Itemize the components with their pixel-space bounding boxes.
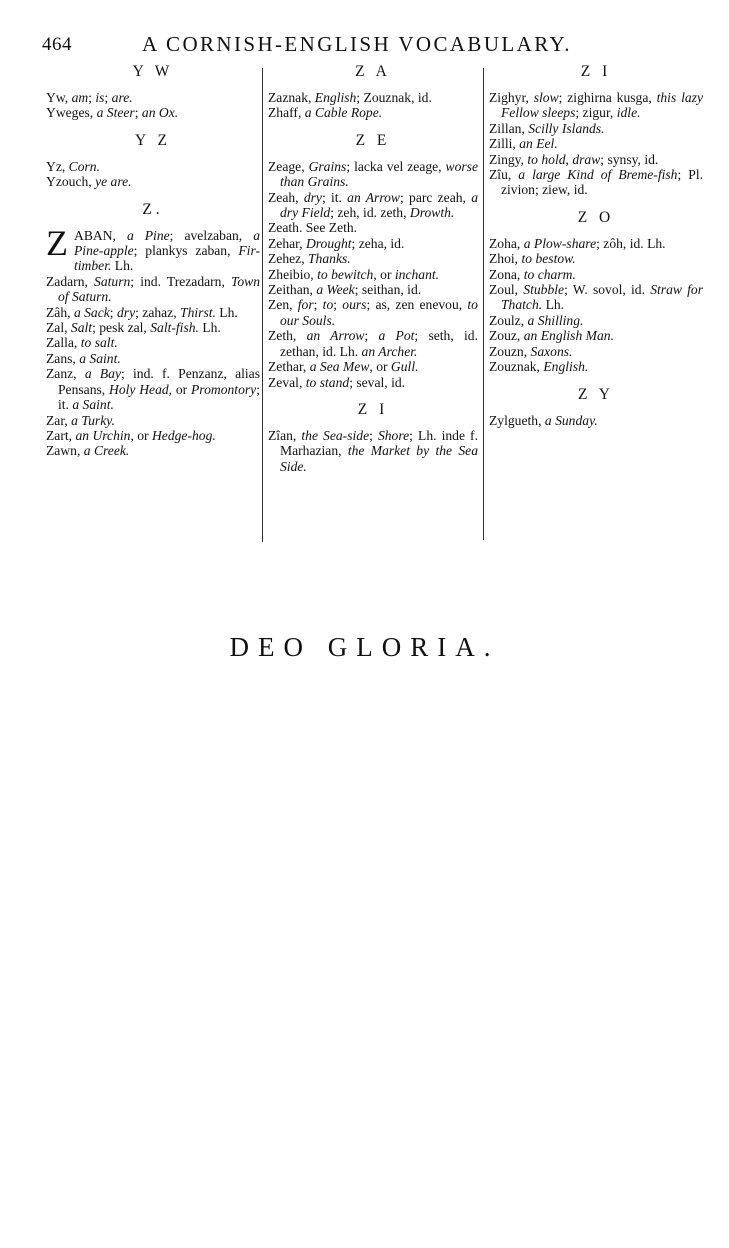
page-header <box>42 28 710 58</box>
page-number: 464 <box>42 34 72 55</box>
column-rule <box>483 68 484 540</box>
dictionary-entry: Zouznak, English. <box>489 359 589 375</box>
dictionary-entry: Zal, Salt; pesk zal, Salt-fish. Lh. <box>46 320 221 336</box>
dictionary-entry: Zilli, an Eel. <box>489 136 558 152</box>
dictionary-entry: Zheibio, to bewitch, or inchant. <box>268 266 440 282</box>
section-heading: Z O <box>577 208 615 226</box>
section-heading: Z. <box>142 200 164 218</box>
column-left <box>46 62 260 459</box>
drop-cap-letter: Z <box>46 222 68 263</box>
dictionary-entry: Yz, Corn. <box>46 158 101 174</box>
dictionary-entry: Zans, a Saint. <box>46 350 121 366</box>
dictionary-entry: Zhaff, a Cable Rope. <box>268 105 383 121</box>
section-gap <box>46 121 260 131</box>
dictionary-entry: Zîu, a large Kind of Breme-fish; Pl. zivion; ziew, id. <box>489 167 703 198</box>
column-right <box>489 62 703 428</box>
dictionary-entry: Zeth, an Arrow; a Pot; seth, id. zethan, id. Lh. an Archer. <box>268 328 478 359</box>
section-heading: Y Z <box>135 131 171 149</box>
dictionary-entry: Zen, for; to; ours; as, zen enevou, to our Souls. <box>268 297 478 328</box>
dictionary-entry: Zehez, Thanks. <box>268 251 351 267</box>
dictionary-entry: Zeage, Grains; lacka vel zeage, worse than Grains. <box>268 158 479 190</box>
dictionary-entry: Zeah, dry; it. an Arrow; parc zeah, a dry Field; zeh, id. zeth, Drowth. <box>268 189 478 221</box>
dictionary-entry: Zoha, a Plow-share; zôh, id. Lh. <box>489 235 666 251</box>
dictionary-entry: Zylgueth, a Sunday. <box>489 412 598 428</box>
section-heading: Z E <box>355 131 391 149</box>
dictionary-entry: Zanz, a Bay; ind. f. Penzanz, alias Pensans, Holy Head, or Promontory; it. a Saint. <box>46 366 260 413</box>
section-gap <box>46 190 260 200</box>
dictionary-entry: Zâh, a Sack; dry; zahaz, Thirst. Lh. <box>46 304 238 320</box>
dictionary-entry: Zona, to charm. <box>489 266 576 282</box>
dictionary-entry: Zeithan, a Week; seithan, id. <box>268 282 422 298</box>
dictionary-entry: Zehar, Drought; zeha, id. <box>268 235 405 251</box>
section-gap <box>268 121 478 131</box>
dictionary-entry: Zingy, to hold, draw; synsy, id. <box>489 151 659 167</box>
dictionary-entry: Zalla, to salt. <box>46 335 118 351</box>
dictionary-entry: Zart, an Urchin, or Hedge-hog. <box>46 427 216 443</box>
dictionary-entry: Zethar, a Sea Mew, or Gull. <box>268 359 419 375</box>
dictionary-entry: Zouz, an English Man. <box>489 328 614 344</box>
section-heading: Z I <box>357 400 389 418</box>
dictionary-entry: Zouzn, Saxons. <box>489 343 573 359</box>
section-gap <box>489 198 703 208</box>
dictionary-entry: Zawn, a Creek. <box>46 443 130 459</box>
dictionary-entry: Zaznak, English; Zouznak, id. <box>268 90 432 105</box>
dictionary-entry: Zeath. See Zeth. <box>268 220 358 236</box>
dictionary-entry: Zadarn, Saturn; ind. Trezadarn, Town of Saturn. <box>46 273 260 305</box>
dictionary-entry: Zoul, Stubble; W. sovol, id. Straw for Thatch. Lh. <box>489 282 703 313</box>
section-heading: Z Y <box>578 385 614 403</box>
section-gap <box>268 390 478 400</box>
dictionary-entry: Zighyr, slow; zighirna kusga, this lazy Fellow sleeps; zigur, idle. <box>489 90 703 121</box>
dictionary-entry: Zillan, Scilly Islands. <box>489 120 605 136</box>
dictionary-entry: Zar, a Turky. <box>46 412 115 428</box>
section-gap <box>489 375 703 385</box>
dictionary-entry: Yw, am; is; are. <box>46 90 133 105</box>
section-heading: Z I <box>580 63 612 80</box>
section-heading: Z A <box>355 63 391 80</box>
dictionary-entry: Z ABAN, a Pine; avelzaban, a Pine-apple; plankys zaban, Fir-timber. Lh. <box>46 222 261 274</box>
column-rule <box>262 68 263 542</box>
section-heading: Y W <box>132 63 174 80</box>
dictionary-entry: Zîan, the Sea-side; Shore; Lh. inde f. Marhazian, the Market by the Sea Side. <box>268 427 478 474</box>
column-middle <box>268 62 478 474</box>
dictionary-entry: Yweges, a Steer; an Ox. <box>46 105 179 121</box>
closing-line: DEO GLORIA. <box>229 632 500 662</box>
dictionary-entry: Zoulz, a Shilling. <box>489 312 584 328</box>
dictionary-entry: Zhoi, to bestow. <box>489 251 576 267</box>
dictionary-entry: Zeval, to stand; seval, id. <box>268 374 406 390</box>
dictionary-entry: Yzouch, ye are. <box>46 174 132 190</box>
running-title: A CORNISH-ENGLISH VOCABULARY. <box>142 32 572 56</box>
